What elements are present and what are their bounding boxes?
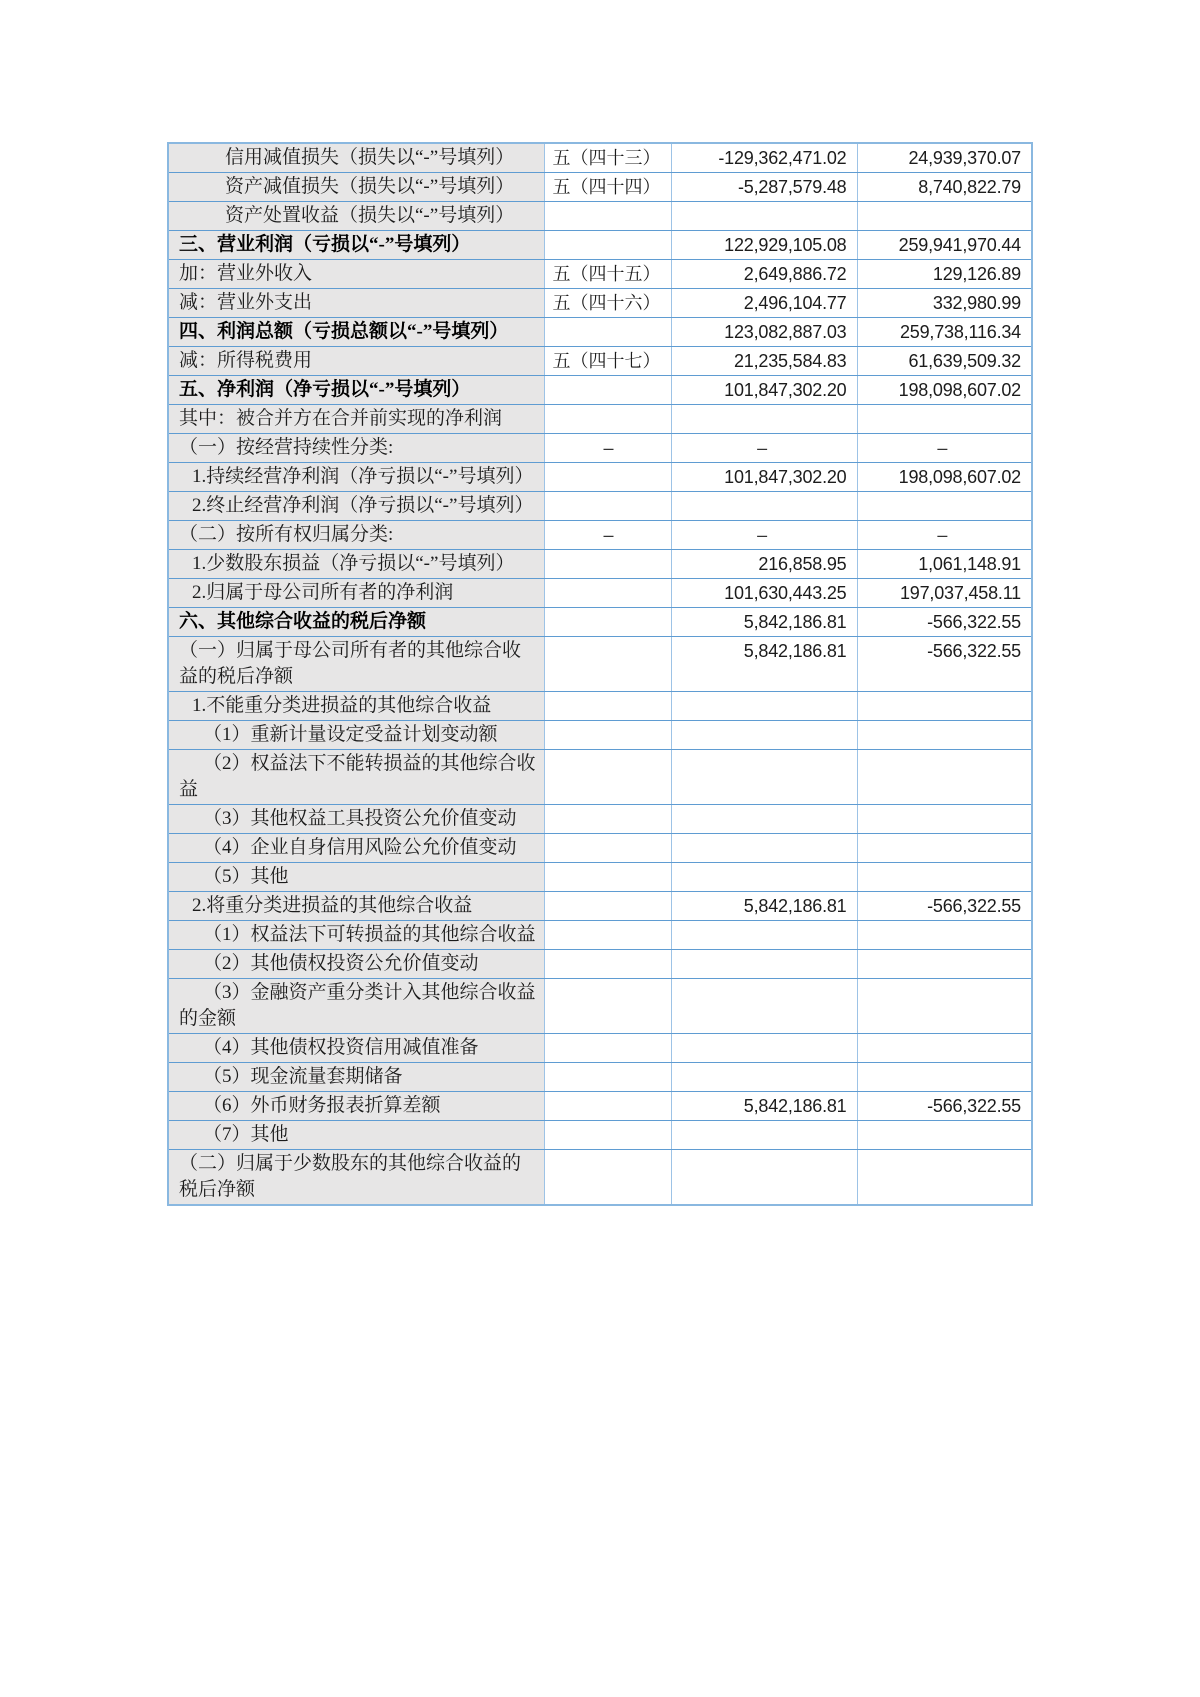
row-label-cell: （6）外币财务报表折算差额 bbox=[168, 1092, 544, 1121]
current-period-cell: 101,630,443.25 bbox=[671, 579, 857, 608]
note-cell bbox=[544, 376, 671, 405]
table-row bbox=[168, 1092, 1032, 1121]
table-row bbox=[168, 405, 1032, 434]
row-label-cell: 1.少数股东损益（净亏损以“-”号填列） bbox=[168, 550, 544, 579]
table-row bbox=[168, 521, 1032, 550]
table-row bbox=[168, 1034, 1032, 1063]
row-label-cell: （3）其他权益工具投资公允价值变动 bbox=[168, 805, 544, 834]
prior-period-cell: – bbox=[857, 434, 1032, 463]
row-label-cell: （二）按所有权归属分类: bbox=[168, 521, 544, 550]
current-period-cell bbox=[671, 721, 857, 750]
note-cell bbox=[544, 579, 671, 608]
row-label-cell: 六、其他综合收益的税后净额 bbox=[168, 608, 544, 637]
current-period-cell: 122,929,105.08 bbox=[671, 231, 857, 260]
prior-period-cell bbox=[857, 492, 1032, 521]
table-row bbox=[168, 834, 1032, 863]
note-cell bbox=[544, 202, 671, 231]
table-row bbox=[168, 921, 1032, 950]
row-label-cell: （3）金融资产重分类计入其他综合收益的金额 bbox=[168, 979, 544, 1034]
row-label-cell: 加：营业外收入 bbox=[168, 260, 544, 289]
income-statement-body bbox=[168, 143, 1032, 1205]
note-cell bbox=[544, 231, 671, 260]
note-cell bbox=[544, 1063, 671, 1092]
row-label-cell: （2）权益法下不能转损益的其他综合收益 bbox=[168, 750, 544, 805]
table-row bbox=[168, 376, 1032, 405]
current-period-cell: 21,235,584.83 bbox=[671, 347, 857, 376]
note-cell bbox=[544, 608, 671, 637]
note-cell: 五（四十三） bbox=[544, 143, 671, 173]
row-label-cell: （5）现金流量套期储备 bbox=[168, 1063, 544, 1092]
row-label-cell: 资产减值损失（损失以“-”号填列） bbox=[168, 173, 544, 202]
prior-period-cell bbox=[857, 834, 1032, 863]
row-label-cell: 五、净利润（净亏损以“-”号填列） bbox=[168, 376, 544, 405]
note-cell bbox=[544, 1150, 671, 1206]
note-cell bbox=[544, 637, 671, 692]
note-cell bbox=[544, 921, 671, 950]
prior-period-cell bbox=[857, 1150, 1032, 1206]
prior-period-cell: 198,098,607.02 bbox=[857, 463, 1032, 492]
prior-period-cell bbox=[857, 721, 1032, 750]
row-label-cell: （1）权益法下可转损益的其他综合收益 bbox=[168, 921, 544, 950]
row-label-cell: （4）其他债权投资信用减值准备 bbox=[168, 1034, 544, 1063]
row-label-cell: （7）其他 bbox=[168, 1121, 544, 1150]
current-period-cell: -5,287,579.48 bbox=[671, 173, 857, 202]
current-period-cell: 101,847,302.20 bbox=[671, 376, 857, 405]
prior-period-cell bbox=[857, 950, 1032, 979]
row-label-cell: （一）归属于母公司所有者的其他综合收益的税后净额 bbox=[168, 637, 544, 692]
prior-period-cell bbox=[857, 692, 1032, 721]
note-cell bbox=[544, 692, 671, 721]
table-row bbox=[168, 202, 1032, 231]
current-period-cell: 2,496,104.77 bbox=[671, 289, 857, 318]
row-label-cell: 1.不能重分类进损益的其他综合收益 bbox=[168, 692, 544, 721]
current-period-cell: 123,082,887.03 bbox=[671, 318, 857, 347]
prior-period-cell bbox=[857, 1034, 1032, 1063]
row-label-cell: 四、利润总额（亏损总额以“-”号填列） bbox=[168, 318, 544, 347]
note-cell bbox=[544, 1092, 671, 1121]
current-period-cell bbox=[671, 405, 857, 434]
table-row bbox=[168, 550, 1032, 579]
current-period-cell bbox=[671, 492, 857, 521]
current-period-cell bbox=[671, 1150, 857, 1206]
prior-period-cell: -566,322.55 bbox=[857, 637, 1032, 692]
note-cell bbox=[544, 318, 671, 347]
current-period-cell: – bbox=[671, 521, 857, 550]
row-label-cell: 其中：被合并方在合并前实现的净利润 bbox=[168, 405, 544, 434]
row-label-cell: （5）其他 bbox=[168, 863, 544, 892]
prior-period-cell: 24,939,370.07 bbox=[857, 143, 1032, 173]
prior-period-cell: 332,980.99 bbox=[857, 289, 1032, 318]
prior-period-cell bbox=[857, 405, 1032, 434]
table-row bbox=[168, 608, 1032, 637]
note-cell bbox=[544, 492, 671, 521]
note-cell: – bbox=[544, 434, 671, 463]
current-period-cell bbox=[671, 202, 857, 231]
current-period-cell bbox=[671, 692, 857, 721]
current-period-cell: -129,362,471.02 bbox=[671, 143, 857, 173]
note-cell: 五（四十四） bbox=[544, 173, 671, 202]
prior-period-cell bbox=[857, 1063, 1032, 1092]
note-cell bbox=[544, 405, 671, 434]
note-cell: 五（四十七） bbox=[544, 347, 671, 376]
prior-period-cell: 259,738,116.34 bbox=[857, 318, 1032, 347]
current-period-cell: 2,649,886.72 bbox=[671, 260, 857, 289]
current-period-cell bbox=[671, 805, 857, 834]
current-period-cell bbox=[671, 921, 857, 950]
prior-period-cell bbox=[857, 979, 1032, 1034]
current-period-cell bbox=[671, 1034, 857, 1063]
note-cell bbox=[544, 1034, 671, 1063]
income-statement-table bbox=[167, 142, 1033, 1206]
current-period-cell: 5,842,186.81 bbox=[671, 608, 857, 637]
row-label-cell: 减：所得税费用 bbox=[168, 347, 544, 376]
row-label-cell: 2.归属于母公司所有者的净利润 bbox=[168, 579, 544, 608]
table-row bbox=[168, 289, 1032, 318]
prior-period-cell: -566,322.55 bbox=[857, 1092, 1032, 1121]
row-label-cell: 2.终止经营净利润（净亏损以“-”号填列） bbox=[168, 492, 544, 521]
table-row bbox=[168, 579, 1032, 608]
note-cell bbox=[544, 550, 671, 579]
table-row bbox=[168, 173, 1032, 202]
table-row bbox=[168, 347, 1032, 376]
table-row bbox=[168, 1063, 1032, 1092]
note-cell: 五（四十五） bbox=[544, 260, 671, 289]
note-cell bbox=[544, 750, 671, 805]
table-row bbox=[168, 721, 1032, 750]
row-label-cell: （4）企业自身信用风险公允价值变动 bbox=[168, 834, 544, 863]
row-label-cell: 减：营业外支出 bbox=[168, 289, 544, 318]
note-cell bbox=[544, 834, 671, 863]
current-period-cell: 5,842,186.81 bbox=[671, 637, 857, 692]
note-cell bbox=[544, 805, 671, 834]
note-cell bbox=[544, 863, 671, 892]
current-period-cell: 5,842,186.81 bbox=[671, 892, 857, 921]
table-row bbox=[168, 863, 1032, 892]
row-label-cell: （二）归属于少数股东的其他综合收益的税后净额 bbox=[168, 1150, 544, 1206]
row-label-cell: 资产处置收益（损失以“-”号填列） bbox=[168, 202, 544, 231]
current-period-cell: – bbox=[671, 434, 857, 463]
table-row bbox=[168, 979, 1032, 1034]
note-cell bbox=[544, 979, 671, 1034]
note-cell: 五（四十六） bbox=[544, 289, 671, 318]
note-cell bbox=[544, 463, 671, 492]
note-cell bbox=[544, 950, 671, 979]
row-label-cell: （1）重新计量设定受益计划变动额 bbox=[168, 721, 544, 750]
prior-period-cell: -566,322.55 bbox=[857, 892, 1032, 921]
prior-period-cell: 1,061,148.91 bbox=[857, 550, 1032, 579]
prior-period-cell bbox=[857, 1121, 1032, 1150]
table-row bbox=[168, 318, 1032, 347]
prior-period-cell: 198,098,607.02 bbox=[857, 376, 1032, 405]
current-period-cell bbox=[671, 750, 857, 805]
table-row bbox=[168, 805, 1032, 834]
prior-period-cell: – bbox=[857, 521, 1032, 550]
prior-period-cell: 8,740,822.79 bbox=[857, 173, 1032, 202]
table-row bbox=[168, 260, 1032, 289]
note-cell bbox=[544, 1121, 671, 1150]
prior-period-cell bbox=[857, 921, 1032, 950]
table-row bbox=[168, 750, 1032, 805]
row-label-cell: （一）按经营持续性分类: bbox=[168, 434, 544, 463]
current-period-cell: 101,847,302.20 bbox=[671, 463, 857, 492]
prior-period-cell bbox=[857, 863, 1032, 892]
row-label-cell: 信用减值损失（损失以“-”号填列） bbox=[168, 143, 544, 173]
prior-period-cell: -566,322.55 bbox=[857, 608, 1032, 637]
prior-period-cell bbox=[857, 202, 1032, 231]
current-period-cell: 5,842,186.81 bbox=[671, 1092, 857, 1121]
row-label-cell: 2.将重分类进损益的其他综合收益 bbox=[168, 892, 544, 921]
table-row bbox=[168, 143, 1032, 173]
prior-period-cell bbox=[857, 750, 1032, 805]
prior-period-cell: 129,126.89 bbox=[857, 260, 1032, 289]
row-label-cell: （2）其他债权投资公允价值变动 bbox=[168, 950, 544, 979]
table-row bbox=[168, 692, 1032, 721]
note-cell bbox=[544, 892, 671, 921]
table-row bbox=[168, 950, 1032, 979]
prior-period-cell bbox=[857, 805, 1032, 834]
note-cell bbox=[544, 721, 671, 750]
prior-period-cell: 197,037,458.11 bbox=[857, 579, 1032, 608]
table-row bbox=[168, 1150, 1032, 1206]
prior-period-cell: 259,941,970.44 bbox=[857, 231, 1032, 260]
table-row bbox=[168, 492, 1032, 521]
current-period-cell: 216,858.95 bbox=[671, 550, 857, 579]
table-row bbox=[168, 892, 1032, 921]
current-period-cell bbox=[671, 863, 857, 892]
row-label-cell: 三、营业利润（亏损以“-”号填列） bbox=[168, 231, 544, 260]
table-row bbox=[168, 1121, 1032, 1150]
current-period-cell bbox=[671, 950, 857, 979]
table-row bbox=[168, 463, 1032, 492]
current-period-cell bbox=[671, 834, 857, 863]
table-row bbox=[168, 231, 1032, 260]
note-cell: – bbox=[544, 521, 671, 550]
current-period-cell bbox=[671, 1063, 857, 1092]
current-period-cell bbox=[671, 1121, 857, 1150]
prior-period-cell: 61,639,509.32 bbox=[857, 347, 1032, 376]
table-row bbox=[168, 637, 1032, 692]
current-period-cell bbox=[671, 979, 857, 1034]
row-label-cell: 1.持续经营净利润（净亏损以“-”号填列） bbox=[168, 463, 544, 492]
table-row bbox=[168, 434, 1032, 463]
